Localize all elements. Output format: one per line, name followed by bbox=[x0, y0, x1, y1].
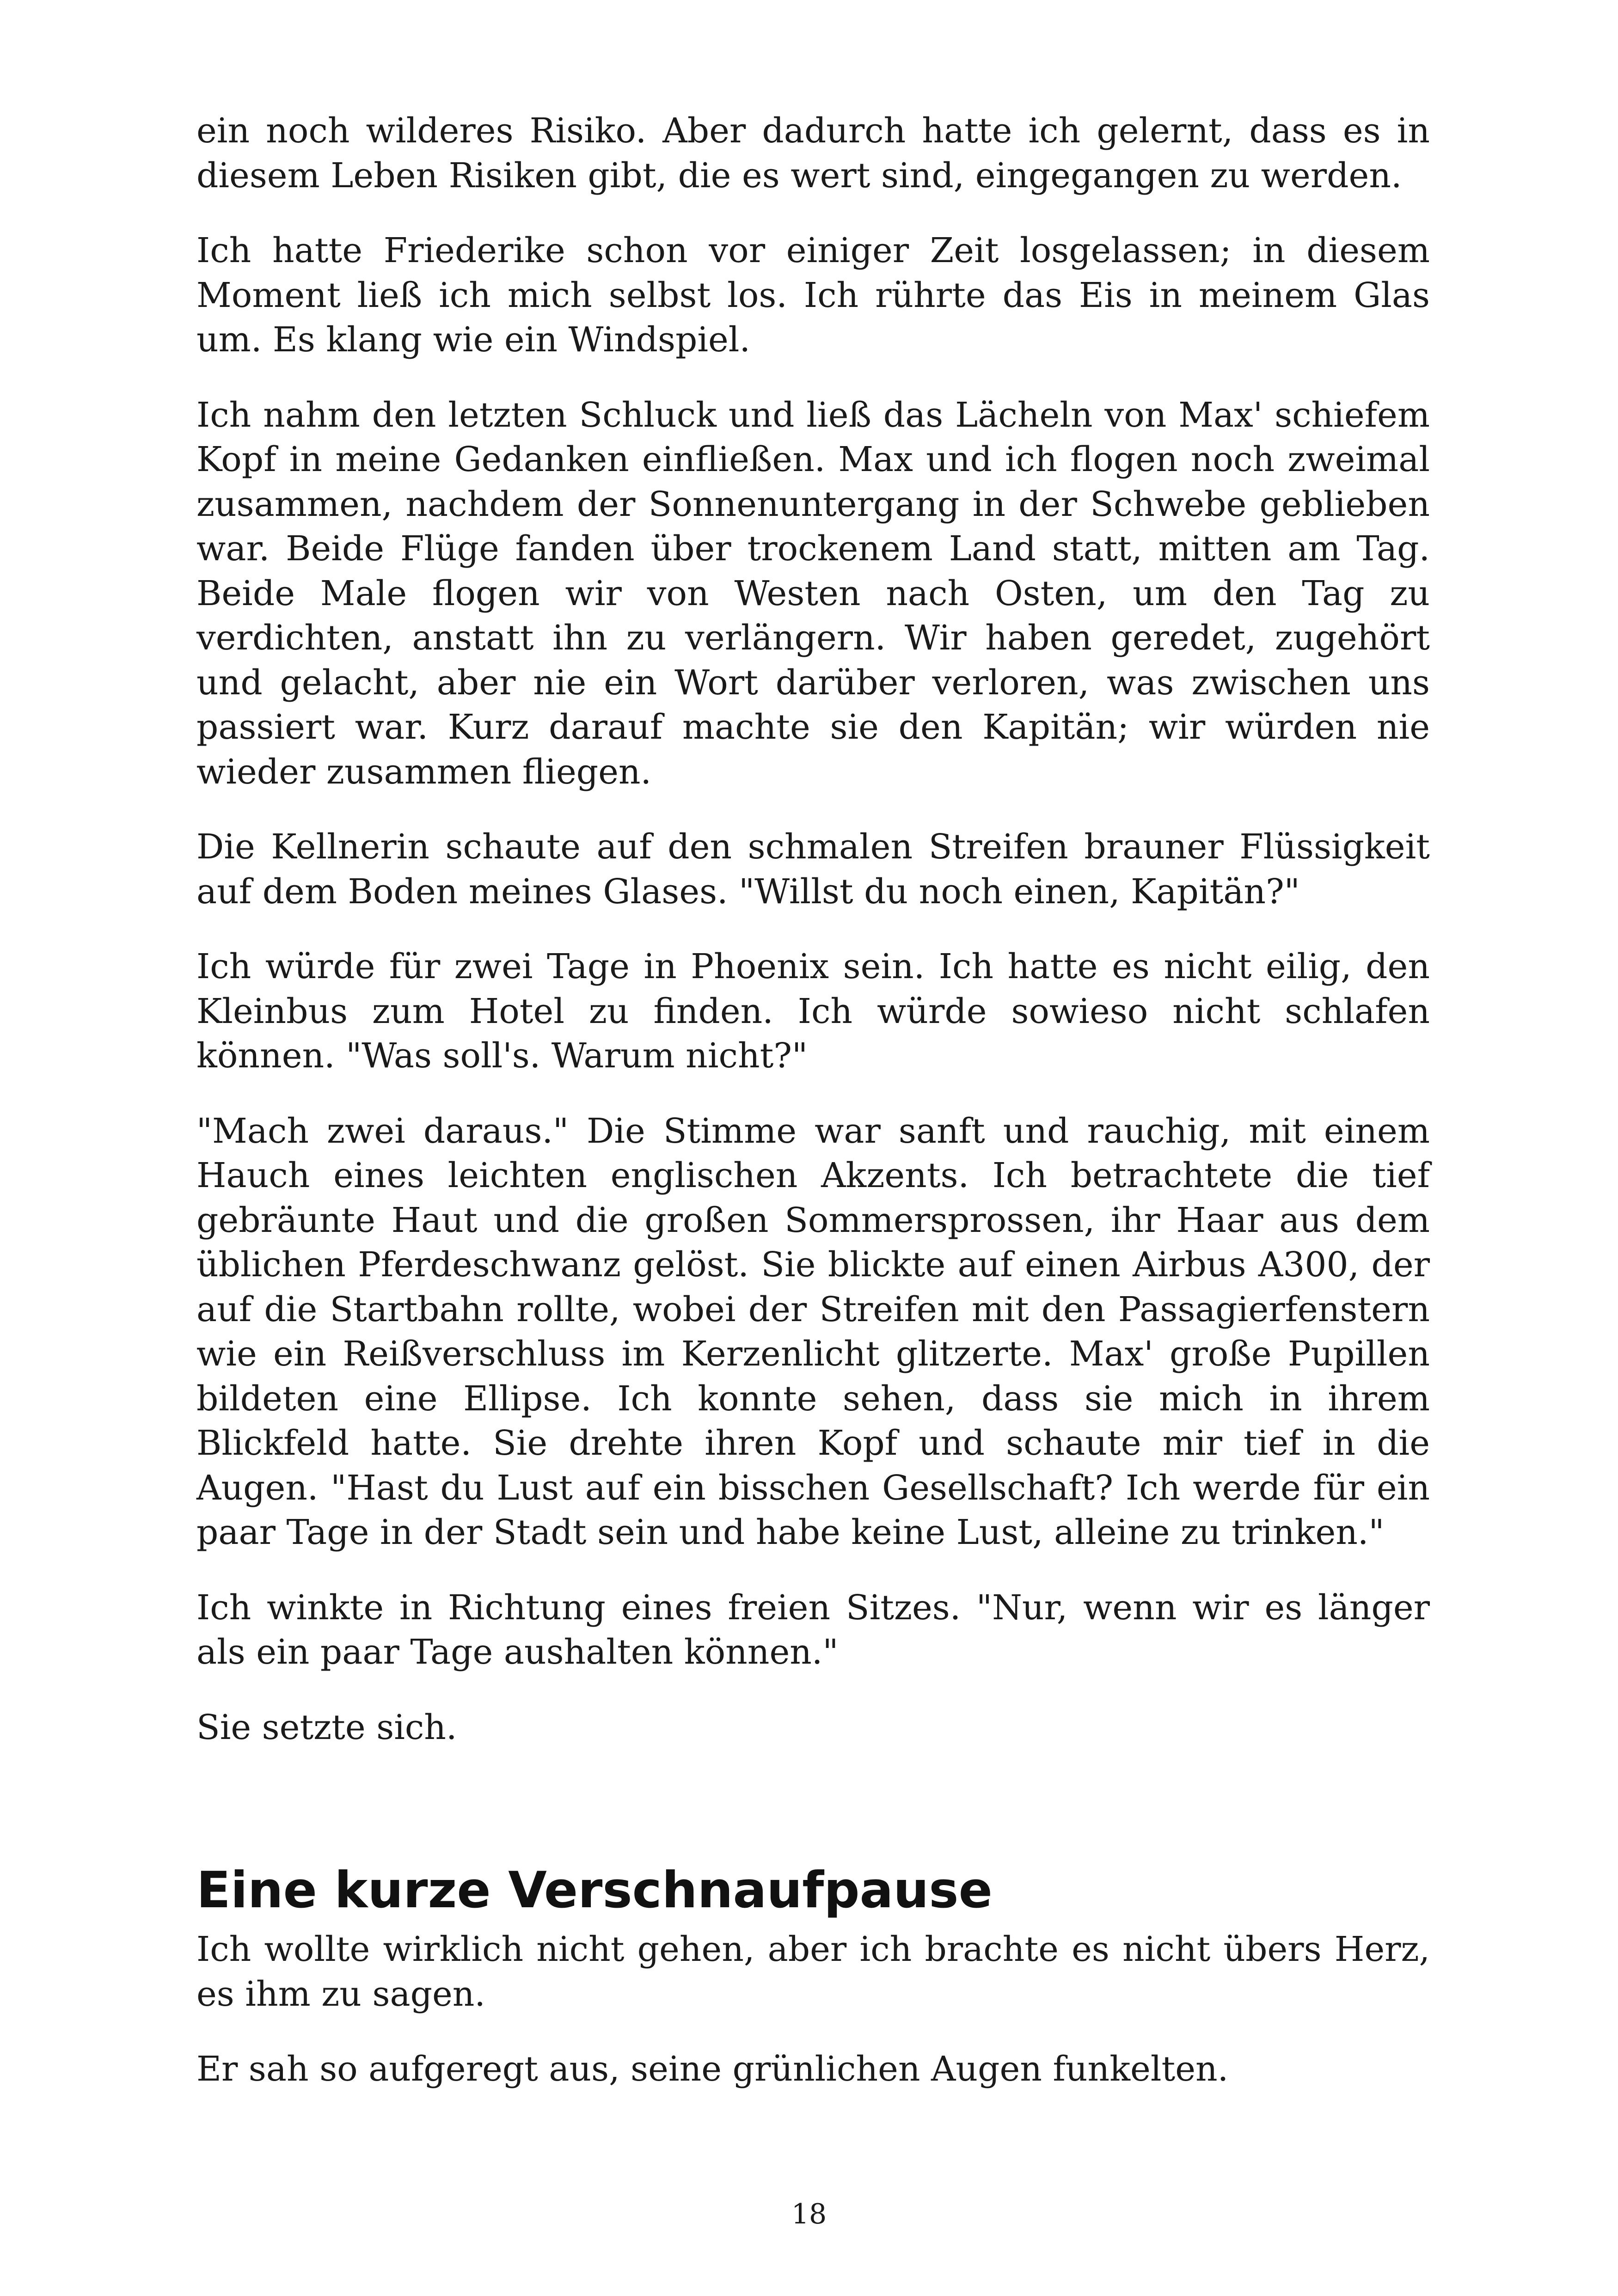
paragraph: "Mach zwei daraus." Die Stimme war sanft und rauchig, mit einem Hauch eines leichten englischen Akzents. Ich betrachtete die tief gebräunte Haut und die großen Sommersprossen, ihr Haar aus dem üblichen Pferdeschwanz gelöst. Sie blickte auf einen Airbus A300, der auf die Startbahn rollte, wobei der Streifen mit den Passagierfenstern wie ein Reißverschluss im Kerzenlicht glitzerte. Max' große Pupillen bildeten eine Ellipse. Ich konnte sehen, dass sie mich in ihrem Blickfeld hatte. Sie drehte ihren Kopf und schaute mir tief in die Augen. "Hast du Lust auf ein bisschen Gesellschaft? Ich werde für ein paar Tage in der Stadt sein und habe keine Lust, alleine zu trinken." bbox=[196, 1111, 1430, 1552]
paragraph: ein noch wilderes Risiko. Aber dadurch hatte ich gelernt, dass es in diesem Leben Risiken gibt, die es wert sind, eingegangen zu werden. bbox=[196, 111, 1430, 196]
section-heading: Eine kurze Verschnaufpause bbox=[196, 1861, 993, 1919]
page-number: 18 bbox=[791, 2198, 827, 2230]
page-body bbox=[196, 109, 1430, 2122]
paragraph: Ich würde für zwei Tage in Phoenix sein. Ich hatte es nicht eilig, den Kleinbus zum Hotel zu finden. Ich würde sowieso nicht schlafen können. "Was soll's. Warum nicht?" bbox=[196, 947, 1430, 1076]
paragraph: Ich winkte in Richtung eines freien Sitzes. "Nur, wenn wir es länger als ein paar Tage aushalten können." bbox=[196, 1587, 1430, 1672]
paragraph: Die Kellnerin schaute auf den schmalen Streifen brauner Flüssigkeit auf dem Boden meines Glases. "Willst du noch einen, Kapitän?" bbox=[196, 827, 1430, 912]
paragraph: Sie setzte sich. bbox=[196, 1707, 457, 1747]
paragraph: Er sah so aufgeregt aus, seine grünlichen Augen funkelten. bbox=[196, 2049, 1229, 2089]
paragraph: Ich nahm den letzten Schluck und ließ das Lächeln von Max' schiefem Kopf in meine Gedanken einfließen. Max und ich flogen noch zweimal zusammen, nachdem der Sonnenuntergang in der Schwebe geblieben war. Beide Flüge fanden über trockenem Land statt, mitten am Tag. Beide Male flogen wir von Westen nach Osten, um den Tag zu verdichten, anstatt ihn zu verlängern. Wir haben geredet, zugehört und gelacht, aber nie ein Wort darüber verloren, was zwischen uns passiert war. Kurz darauf machte sie den Kapitän; wir würden nie wieder zusammen fliegen. bbox=[196, 395, 1430, 792]
paragraph: Ich hatte Friederike schon vor einiger Zeit losgelassen; in diesem Moment ließ ich mich selbst los. Ich rührte das Eis in meinem Glas um. Es klang wie ein Windspiel. bbox=[196, 231, 1430, 360]
paragraph: Ich wollte wirklich nicht gehen, aber ich brachte es nicht übers Herz, es ihm zu sagen. bbox=[196, 1929, 1430, 2014]
